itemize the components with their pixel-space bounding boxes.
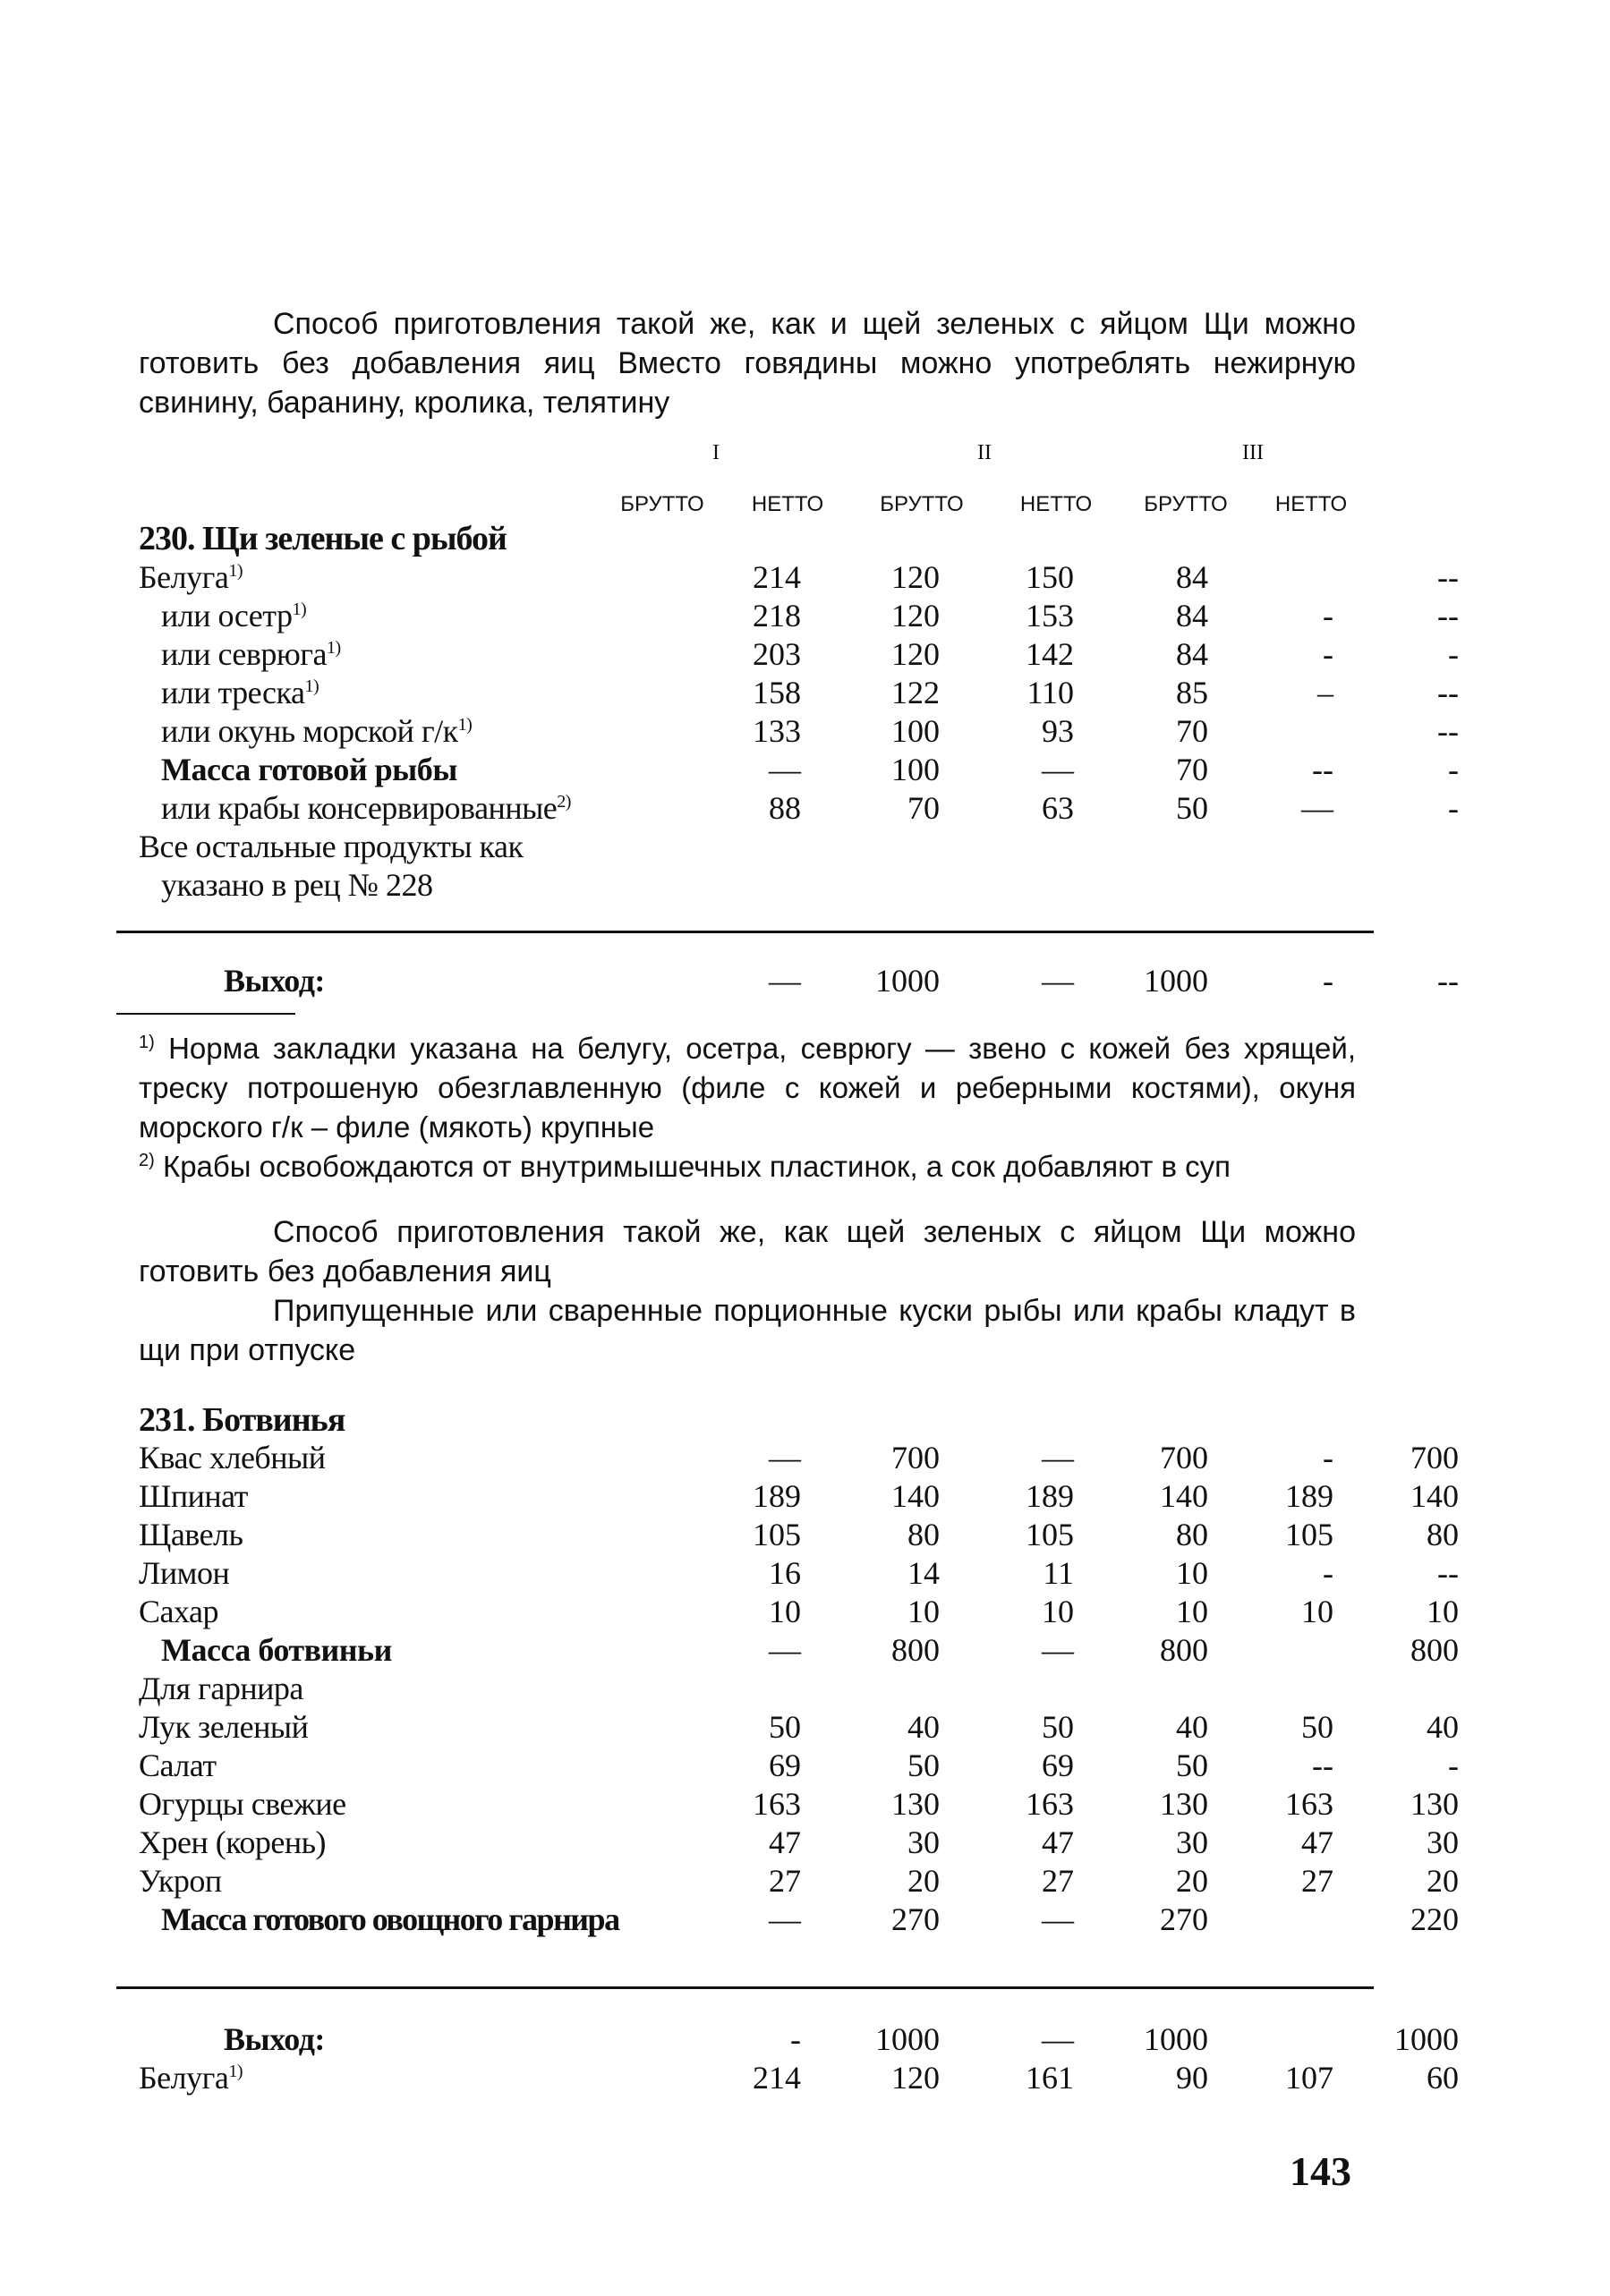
ingredient-name: Белуга$^{1)}$ <box>139 2060 243 2096</box>
table-row: или треска$^{1)}$ 158 122 110 85 – -- <box>161 675 1459 710</box>
table-row <box>139 828 1392 866</box>
ingredient-name: Квас хлебный <box>139 1440 326 1475</box>
table-row: Белуга$^{1)}$ 214 120 161 90 107 60 <box>139 2060 1459 2096</box>
column-group-2: II <box>977 441 992 464</box>
page-number: 143 <box>1290 2148 1351 2194</box>
ingredient-name: Масса готовой рыбы <box>161 752 457 787</box>
method-paragraph-2: Припущенные или сваренные порционные куски рыбы или крабы кладут в щи при отпуске <box>139 1294 1356 1367</box>
ingredient-name: Щавель <box>139 1517 243 1552</box>
note-text: указано в рец № 228 <box>161 867 433 903</box>
ingredient-name: Хрен (корень) <box>139 1824 327 1860</box>
ingredient-name: Масса готового овощного гарнира <box>161 1901 619 1937</box>
table-row: Лук зеленый 50 40 50 40 50 40 <box>139 1709 1459 1745</box>
ingredient-name: Белуга$^{1)}$ <box>139 559 243 595</box>
ingredient-name: Для гарнира <box>139 1671 303 1706</box>
table-row: или крабы консервированные$^{2)}$ 88 70 63 50 — - <box>161 790 1459 826</box>
intro-paragraph: Способ приготовления такой же, как и щей зеленых с яйцом Щи можно готовить без добавления яиц Вместо говядины можно употреблять нежирную свинину, баранину, кролика, телятину <box>139 307 1356 420</box>
table-row: или окунь морской $г/к^{1)}$ 133 100 93 70 -- <box>161 713 1459 749</box>
ingredient-name: или осетр$^{1)}$ <box>161 598 307 634</box>
table-rule <box>116 931 1374 933</box>
ingredient-name: или окунь морской $г/к^{1)}$ <box>161 713 473 749</box>
header-brutto-1: БРУТТО <box>620 492 704 516</box>
table-row: Щавель 105 80 105 80 105 80 <box>139 1517 1459 1552</box>
table-rule <box>116 1986 1374 1989</box>
header-netto-2: НЕТТО <box>1019 492 1093 516</box>
table-row: или севрюга$^{1)}$ 203 120 142 84 - - <box>161 636 1459 672</box>
table-row: Масса готовой рыбы — 100 — 70 -- - <box>161 752 1459 787</box>
header-netto-1: НЕТТО <box>751 492 824 516</box>
table-row: Огурцы свежие 163 130 163 130 163 130 <box>139 1786 1459 1822</box>
note-text: Все остальные продукты как <box>139 829 524 864</box>
method-paragraph-1: Способ приготовления такой же, как щей зеленых с яйцом Щи можно готовить без добавления яиц <box>139 1215 1356 1288</box>
yield-row-231: Выход: - 1000 — 1000 1000 <box>224 2021 1459 2057</box>
footnote-2: $^{2)}$ Крабы освобождаются от внутримышечных пластинок, а сок добавляют в суп <box>139 1150 1231 1183</box>
ingredient-name: Укроп <box>139 1863 222 1899</box>
table-row: Салат 69 50 69 50 -- - <box>139 1748 1459 1783</box>
header-brutto-2: БРУТТО <box>880 492 964 516</box>
footnote-rule <box>116 1013 295 1015</box>
recipe-230-title: 230. Щи зеленые с рыбой <box>139 520 507 557</box>
table-row: Квас хлебный — 700 — 700 - 700 <box>139 1440 1459 1475</box>
table-row <box>139 866 1392 905</box>
table-row <box>139 1670 1392 1708</box>
table-row: Укроп 27 20 27 20 27 20 <box>139 1863 1459 1899</box>
yield-label: Выход: <box>224 963 325 999</box>
header-brutto-3: БРУТТО <box>1144 492 1228 516</box>
ingredient-name: Огурцы свежие <box>139 1786 346 1822</box>
ingredient-name: Лук зеленый <box>139 1709 309 1745</box>
ingredient-name: Шпинат <box>139 1478 248 1514</box>
ingredient-name: Салат <box>139 1748 217 1783</box>
column-group-3: III <box>1242 441 1264 464</box>
ingredient-name: или севрюга$^{1)}$ <box>161 636 341 672</box>
table-row: или осетр$^{1)}$ 218 120 153 84 - -- <box>161 598 1459 634</box>
ingredient-name: Лимон <box>139 1555 230 1591</box>
yield-row-230: Выход: — 1000 — 1000 - -- <box>224 963 1459 999</box>
yield-label: Выход: <box>224 2021 325 2057</box>
table-row: Хрен (корень) 47 30 47 30 47 30 <box>139 1824 1459 1860</box>
ingredient-name: или треска$^{1)}$ <box>161 675 319 710</box>
ingredient-name: Масса ботвиньи <box>161 1632 392 1668</box>
table-row: Шпинат 189 140 189 140 189 140 <box>139 1478 1459 1514</box>
header-netto-3: НЕТТО <box>1274 492 1348 516</box>
table-row: Лимон 16 14 11 10 - -- <box>139 1555 1459 1591</box>
ingredient-name: или крабы консервированные$^{2)}$ <box>161 790 571 826</box>
ingredient-name: Сахар <box>139 1594 218 1629</box>
table-row: Сахар 10 10 10 10 10 10 <box>139 1594 1459 1629</box>
footnote-1: $^{1)}$ Норма закладки указана на белугу, осетра, севрюгу — звено с кожей без хрящей, треску потрошеную обезглавленную (филе с кожей и реберными костями), окуня морского г/к – филе (мякоть) крупные <box>139 1032 1357 1144</box>
table-row: Масса готового овощного гарнира — 270 — 270 220 <box>161 1901 1459 1937</box>
table-row: Масса ботвиньи — 800 — 800 800 <box>161 1632 1459 1668</box>
column-group-1: I <box>712 441 720 464</box>
recipe-231-title: 231. Ботвинья <box>139 1401 345 1439</box>
table-row: Белуга$^{1)}$ 214 120 150 84 -- <box>139 559 1459 595</box>
